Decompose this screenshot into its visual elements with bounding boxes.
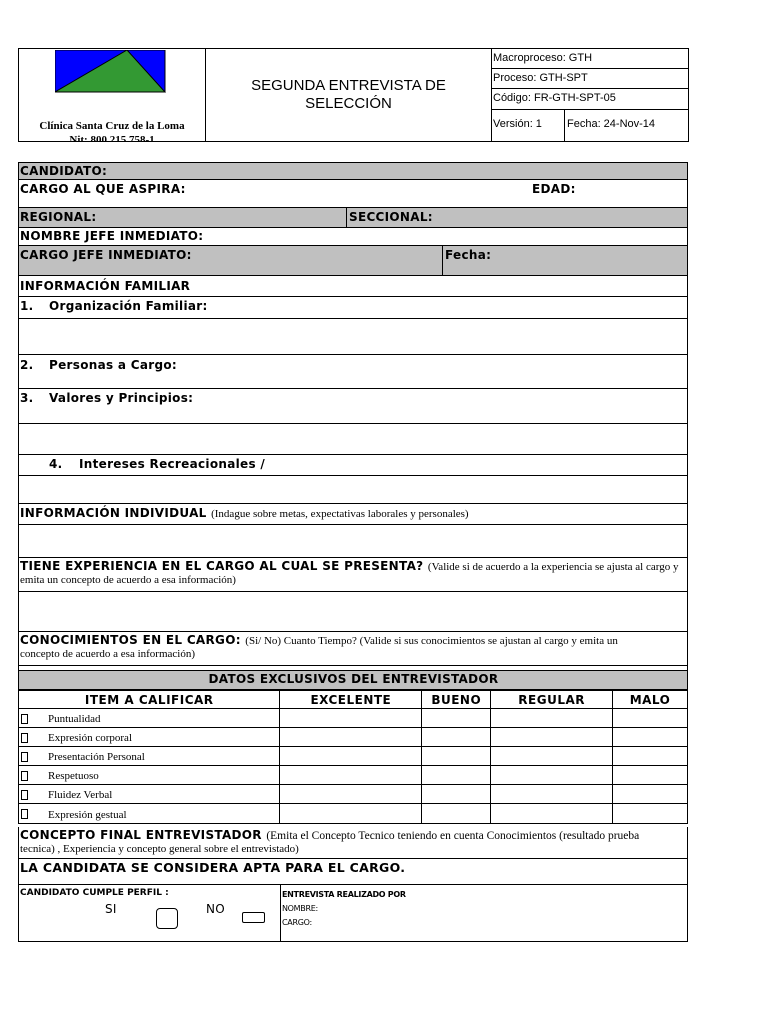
rating-malo[interactable]	[613, 728, 688, 747]
item-label: Expresión corporal	[48, 732, 132, 744]
row-q2	[18, 355, 688, 389]
meta-version: Versión: 1	[491, 110, 565, 142]
rating-excelente[interactable]	[280, 804, 422, 824]
row-info-individual-answer[interactable]	[18, 525, 688, 558]
info-individual-note: (Indague sobre metas, expectativas laborales y personales)	[211, 508, 469, 520]
evaluation-title: DATOS EXCLUSIVOS DEL ENTREVISTADOR	[208, 672, 499, 686]
table-row	[19, 728, 688, 747]
rating-bueno[interactable]	[422, 766, 491, 785]
table-row	[19, 766, 688, 785]
apta-statement: LA CANDIDATA SE CONSIDERA APTA PARA EL CARGO.	[20, 860, 406, 875]
regional-divider	[346, 208, 347, 228]
cargo-jefe-label: CARGO JEFE INMEDIATO:	[20, 248, 192, 262]
seccional-label: SECCIONAL:	[349, 210, 433, 224]
cumple-perfil-label: CANDIDATO CUMPLE PERFIL :	[20, 888, 169, 898]
info-individual-heading: INFORMACIÓN INDIVIDUAL	[20, 506, 207, 520]
nombre-jefe-label: NOMBRE JEFE INMEDIATO:	[20, 229, 204, 243]
page-title	[205, 77, 492, 113]
conocimientos-heading: CONOCIMIENTOS EN EL CARGO:	[20, 633, 241, 647]
col-regular: REGULAR	[491, 691, 613, 709]
q3-number: 3.	[20, 391, 34, 405]
item-cell	[19, 728, 280, 747]
nombre-label: NOMBRE:	[282, 904, 318, 913]
evaluation-table	[18, 690, 688, 824]
cargo-aspira-label: CARGO AL QUE ASPIRA:	[20, 182, 186, 196]
rating-excelente[interactable]	[280, 747, 422, 766]
col-item: ITEM A CALIFICAR	[19, 691, 280, 709]
si-checkbox[interactable]	[156, 908, 178, 929]
concepto-final-note-2: tecnica) , Experiencia y concepto general sobre el entrevistado)	[20, 843, 299, 855]
q2-number: 2.	[20, 358, 34, 372]
org-nit: Nit: 800 215 758-1	[69, 134, 155, 142]
q4-label: Intereses Recreacionales /	[79, 457, 266, 471]
rating-regular[interactable]	[491, 766, 613, 785]
row-q4-answer[interactable]	[18, 476, 688, 504]
experiencia-note: (Valide si de acuerdo a la experiencia se ajusta al cargo y	[427, 561, 679, 573]
row-experiencia-answer[interactable]	[18, 592, 688, 632]
row-candidato	[18, 162, 688, 180]
checkbox-icon[interactable]	[21, 714, 28, 724]
checkbox-icon[interactable]	[21, 752, 28, 762]
experiencia-note-2: emita un concepto de acuerdo a esa información)	[20, 574, 236, 586]
item-label: Presentación Personal	[48, 751, 145, 763]
rating-bueno[interactable]	[422, 728, 491, 747]
col-bueno: BUENO	[422, 691, 491, 709]
conocimientos-note-2: concepto de acuerdo a esa información)	[20, 648, 195, 660]
item-cell	[19, 785, 280, 804]
no-label: NO	[206, 902, 226, 916]
rating-excelente[interactable]	[280, 785, 422, 804]
candidato-label: CANDIDATO:	[20, 164, 108, 178]
rating-bueno[interactable]	[422, 747, 491, 766]
rating-excelente[interactable]	[280, 709, 422, 728]
no-checkbox[interactable]	[242, 912, 265, 923]
row-concepto-final	[18, 827, 688, 859]
q1-number: 1.	[20, 299, 34, 313]
item-cell	[19, 709, 280, 728]
conocimientos-note: (Si/ No) Cuanto Tiempo? (Valide si sus conocimientos se ajustan al cargo y emita un	[245, 635, 618, 647]
row-nombre-jefe	[18, 228, 688, 246]
item-label: Puntualidad	[48, 713, 101, 725]
row-apta	[18, 859, 688, 885]
row-q1-answer[interactable]	[18, 319, 688, 355]
rating-excelente[interactable]	[280, 766, 422, 785]
item-label: Respetuoso	[48, 770, 99, 782]
item-cell	[19, 804, 280, 824]
col-excelente: EXCELENTE	[280, 691, 422, 709]
edad-label: EDAD:	[532, 182, 576, 196]
entrevista-por-label: ENTREVISTA REALIZADO POR	[282, 890, 406, 899]
regional-label: REGIONAL:	[20, 210, 97, 224]
rating-excelente[interactable]	[280, 728, 422, 747]
title-line-2: SELECCIÓN	[305, 95, 392, 112]
meta-codigo: Código: FR-GTH-SPT-05	[491, 89, 689, 110]
item-label: Fluidez Verbal	[48, 789, 113, 801]
rating-bueno[interactable]	[422, 804, 491, 824]
table-row	[19, 804, 688, 824]
q4-number: 4.	[49, 457, 63, 471]
col-malo: MALO	[613, 691, 688, 709]
meta-macroproceso: Macroproceso: GTH	[491, 48, 689, 69]
org-nit-clip	[20, 133, 204, 142]
clinic-logo	[55, 50, 167, 93]
q3-label: Valores y Principios:	[49, 391, 194, 405]
rating-regular[interactable]	[491, 785, 613, 804]
rating-bueno[interactable]	[422, 709, 491, 728]
row-perfil	[18, 885, 688, 942]
fecha-label: Fecha:	[445, 248, 492, 262]
rating-malo[interactable]	[613, 785, 688, 804]
row-regional	[18, 208, 688, 228]
row-info-familiar	[18, 276, 688, 297]
evaluation-section-title	[18, 671, 688, 690]
item-cell	[19, 747, 280, 766]
row-experiencia	[18, 558, 688, 592]
rating-regular[interactable]	[491, 709, 613, 728]
q1-label: Organización Familiar:	[49, 299, 208, 313]
table-row	[19, 709, 688, 728]
row-cargo-jefe	[18, 246, 688, 276]
evaluation-header-row	[19, 691, 688, 709]
row-q4	[18, 455, 688, 476]
si-label: SI	[105, 902, 117, 916]
rating-bueno[interactable]	[422, 785, 491, 804]
table-row	[19, 747, 688, 766]
row-cargo-aspira	[18, 180, 688, 208]
table-row	[19, 785, 688, 804]
checkbox-icon[interactable]	[21, 790, 28, 800]
cargo-label: CARGO:	[282, 918, 312, 927]
row-info-individual	[18, 504, 688, 525]
meta-proceso: Proceso: GTH-SPT	[491, 69, 689, 89]
checkbox-icon[interactable]	[21, 771, 28, 781]
title-line-1: SEGUNDA ENTREVISTA DE	[251, 77, 446, 94]
row-q3	[18, 389, 688, 424]
q2-label: Personas a Cargo:	[49, 358, 178, 372]
rating-malo[interactable]	[613, 766, 688, 785]
item-cell	[19, 766, 280, 785]
org-name: Clínica Santa Cruz de la Loma	[39, 120, 185, 132]
row-conocimientos	[18, 632, 688, 666]
checkbox-icon[interactable]	[21, 809, 28, 819]
rating-malo[interactable]	[613, 709, 688, 728]
cargo-jefe-divider	[442, 246, 443, 276]
checkbox-icon[interactable]	[21, 733, 28, 743]
meta-fecha: Fecha: 24-Nov-14	[567, 118, 656, 130]
rating-regular[interactable]	[491, 747, 613, 766]
rating-malo[interactable]	[613, 804, 688, 824]
perfil-divider	[280, 885, 281, 942]
rating-regular[interactable]	[491, 728, 613, 747]
concepto-final-note: (Emita el Concepto Tecnico teniendo en cuenta Conocimientos (resultado prueba	[266, 830, 640, 842]
experiencia-heading: TIENE EXPERIENCIA EN EL CARGO AL CUAL SE PRESENTA?	[20, 559, 424, 573]
info-familiar-heading: INFORMACIÓN FAMILIAR	[20, 279, 191, 293]
row-q3-answer[interactable]	[18, 424, 688, 455]
concepto-final-heading: CONCEPTO FINAL ENTREVISTADOR	[20, 828, 262, 842]
rating-regular[interactable]	[491, 804, 613, 824]
item-label: Expresión gestual	[48, 808, 127, 821]
rating-malo[interactable]	[613, 747, 688, 766]
row-q1	[18, 297, 688, 319]
